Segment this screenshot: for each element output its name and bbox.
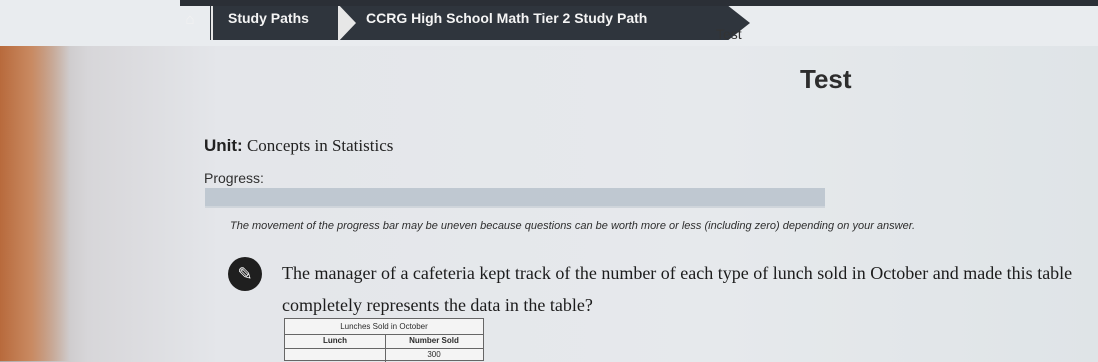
unit-name: Concepts in Statistics [246,136,394,155]
progress-bar [205,188,825,208]
unit-label: Unit: [204,136,243,155]
table-cell-lunch [285,348,386,362]
photo-edge-left [0,0,70,361]
home-icon[interactable]: ⌂ [185,11,195,28]
top-dark-strip [180,0,1098,6]
top-navigation-bar [0,0,1098,46]
pencil-icon: ✎ [228,257,262,291]
table-header-lunch: Lunch [285,334,386,348]
breadcrumb-item-study-path[interactable]: CCRG High School Math Tier 2 Study Path [366,10,648,26]
breadcrumb-divider [211,6,213,40]
table-row [285,348,483,362]
page-title: Test [800,64,852,94]
table-cell-number-sold: 300 [427,350,441,359]
table-caption: Lunches Sold in October [285,319,483,335]
progress-label: Progress: [204,170,264,186]
progress-note: The movement of the progress bar may be uneven because questions can be worth more or less (including zero) depending on your answer. [230,220,916,232]
table-header-row [285,334,483,349]
table-header-number-sold: Number Sold [409,336,459,345]
question-line-2: completely represents the data in the table? [282,295,593,315]
breadcrumb-item-study-paths[interactable]: Study Paths [228,10,309,26]
lunches-table [284,318,484,361]
breadcrumb-item-test[interactable]: Test [716,26,742,42]
unit-heading [204,136,393,156]
question-line-1: The manager of a cafeteria kept track of the number of each type of lunch sold in October and made this table [282,263,1073,283]
